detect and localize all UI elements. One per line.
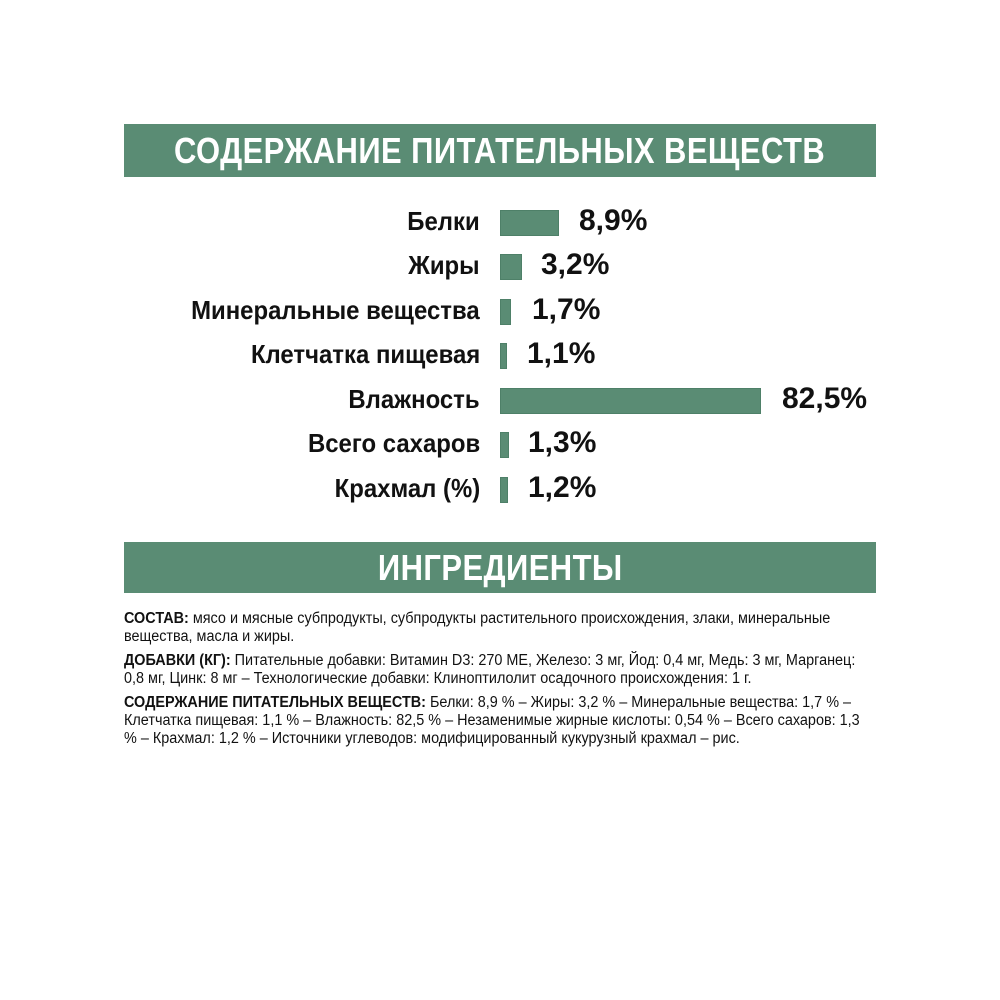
row-value: 1,3% — [528, 426, 597, 459]
chart-row-protein — [0, 202, 1000, 246]
row-bar — [500, 210, 559, 236]
composition-heading: СОСТАВ: — [124, 610, 189, 627]
nutrients-text: Белки: 8,9 % – Жиры: 3,2 % – Минеральные вещества: 1,7 % – Клетчатка пищевая: 1,1 % – Влажность: 82,5 % – Незаменимые жирные кислоты: 0,54 % – Всего сахаров: 1,3 % – Крахмал: 1,2 % – Источники углеводов: модифицированный кукурузный крахмал – рис. — [124, 694, 860, 747]
additives-paragraph — [124, 652, 875, 688]
row-label: Жиры — [408, 250, 480, 280]
row-value: 1,2% — [528, 471, 597, 504]
chart-row-minerals — [0, 291, 1000, 335]
row-value: 8,9% — [579, 204, 648, 237]
row-value: 1,7% — [532, 293, 601, 326]
row-bar — [500, 477, 508, 503]
row-bar — [500, 299, 511, 325]
nutrients-paragraph — [124, 694, 875, 748]
row-bar — [500, 254, 522, 280]
chart-row-moisture — [0, 380, 1000, 424]
row-label: Белки — [407, 206, 480, 236]
row-bar — [500, 388, 761, 414]
ingredients-text — [124, 610, 876, 754]
ingredients-title-banner — [124, 542, 876, 593]
row-label: Клетчатка пищевая — [250, 339, 480, 369]
chart-row-fiber — [0, 335, 1000, 379]
row-value: 82,5% — [782, 382, 868, 415]
composition-text: мясо и мясные субпродукты, субпродукты растительного происхождения, злаки, минеральные вещества, масла и жиры. — [124, 610, 831, 645]
row-label: Минеральные вещества — [191, 295, 480, 325]
additives-text: Питательные добавки: Витамин D3: 270 МЕ, Железо: 3 мг, Йод: 0,4 мг, Медь: 3 мг, Марганец: 0,8 мг, Цинк: 8 мг – Технологические добавки: Клиноптилолит осадочного происхождения: 1 г. — [124, 652, 856, 687]
row-value: 1,1% — [527, 337, 596, 370]
chart-row-sugars — [0, 424, 1000, 468]
row-label: Влажность — [348, 384, 480, 414]
chart-row-fat — [0, 246, 1000, 290]
row-bar — [500, 432, 509, 458]
composition-paragraph — [124, 610, 875, 646]
additives-heading: ДОБАВКИ (КГ): — [124, 652, 231, 669]
nutrients-heading: СОДЕРЖАНИЕ ПИТАТЕЛЬНЫХ ВЕЩЕСТВ: — [124, 694, 426, 711]
row-label: Всего сахаров — [307, 428, 480, 458]
row-label: Крахмал (%) — [334, 473, 480, 503]
chart-row-starch — [0, 469, 1000, 513]
nutrients-title: СОДЕРЖАНИЕ ПИТАТЕЛЬНЫХ ВЕЩЕСТВ — [174, 129, 826, 171]
ingredients-title: ИНГРЕДИЕНТЫ — [377, 546, 623, 588]
row-value: 3,2% — [541, 248, 610, 281]
row-bar — [500, 343, 507, 369]
